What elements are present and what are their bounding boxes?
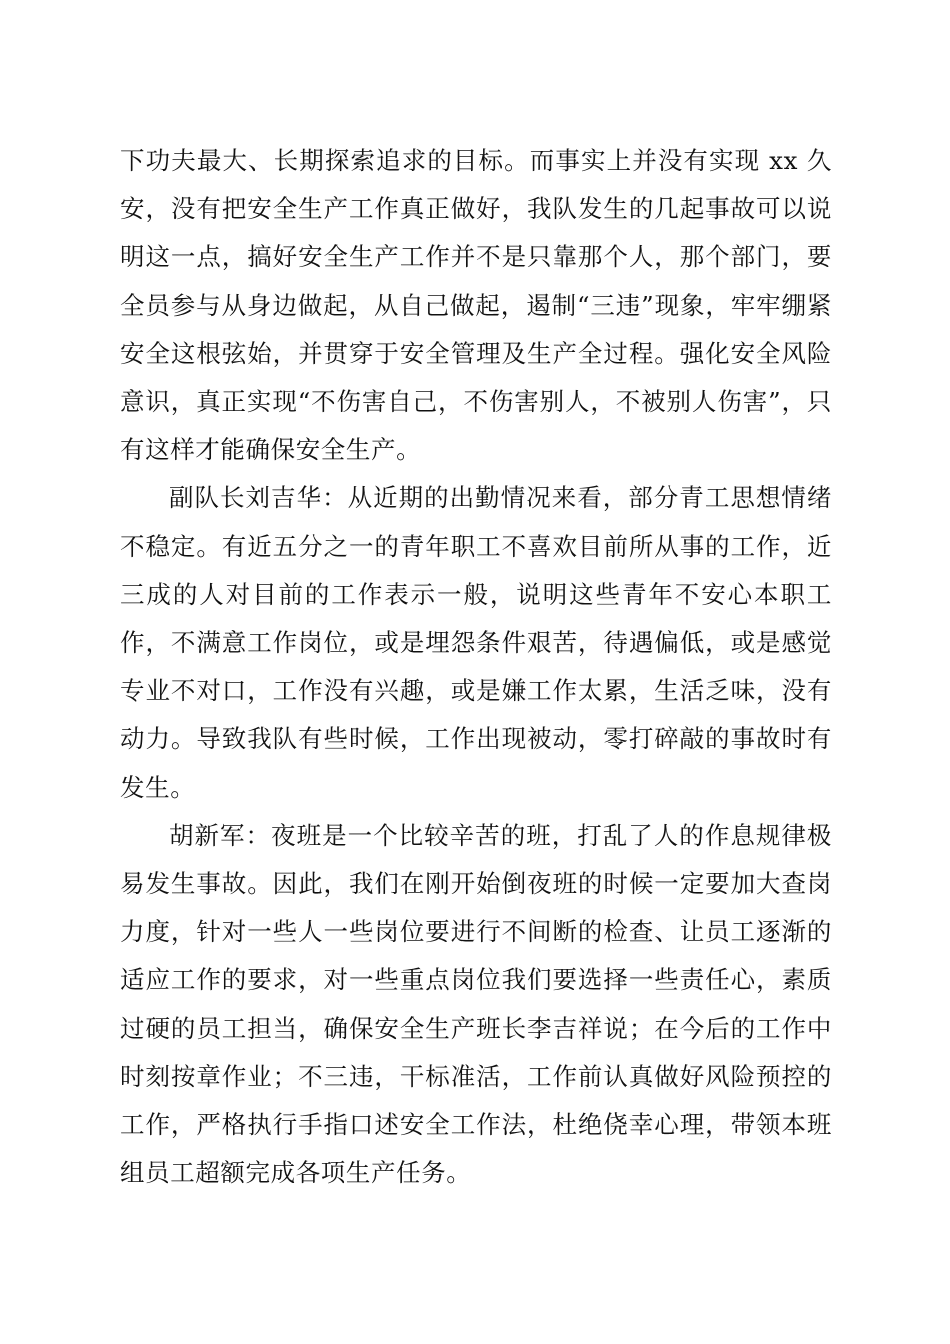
paragraph-continuation: 下功夫最大、长期探索追求的目标。而事实上并没有实现 xx 久安，没有把安全生产工作真正做好，我队发生的几起事故可以说明这一点，搞好安全生产工作并不是只靠那个人，那个部门，要全员参与从身边做起，从自己做起，遏制“三违”现象，牢牢绷紧安全这根弦始，并贯穿于安全管理及生产全过程。强化安全风险意识，真正实现“不伤害自己，不伤害别人，不被别人伤害”，只有这样才能确保安全生产。 <box>120 146 832 465</box>
paragraph-liu-jihua: 副队长刘吉华：从近期的出勤情况来看，部分青工思想情绪不稳定。有近五分之一的青年职工不喜欢目前所从事的工作，近三成的人对目前的工作表示一般，说明这些青年不安心本职工作，不满意工作岗位，或是埋怨条件艰苦，待遇偏低，或是感觉专业不对口，工作没有兴趣，或是嫌工作太累，生活乏味，没有动力。导致我队有些时候，工作出现被动，零打碎敲的事故时有发生。 <box>120 483 832 802</box>
paragraph-hu-xinjun: 胡新军：夜班是一个比较辛苦的班，打乱了人的作息规律极易发生事故。因此，我们在刚开始倒夜班的时候一定要加大查岗力度，针对一些人一些岗位要进行不间断的检查、让员工逐渐的适应工作的要求，对一些重点岗位我们要选择一些责任心，素质过硬的员工担当，确保安全生产班长李吉祥说；在今后的工作中时刻按章作业；不三违，干标准活，工作前认真做好风险预控的工作，严格执行手指口述安全工作法，杜绝侥幸心理，带领本班组员工超额完成各项生产任务。 <box>120 820 832 1188</box>
document-body <box>120 137 832 1197</box>
